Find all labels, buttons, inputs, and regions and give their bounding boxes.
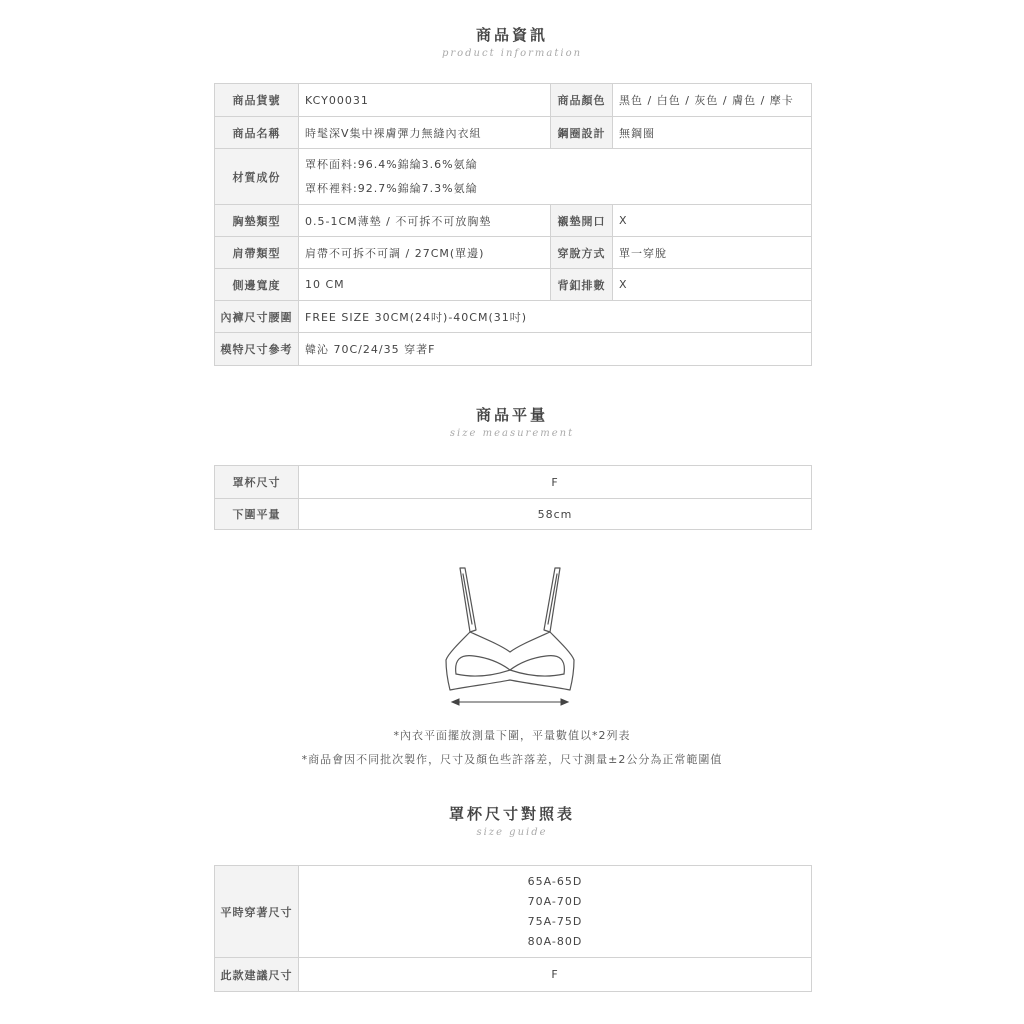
row-value: 肩帶不可拆不可調 / 27CM(單邊) (299, 237, 551, 269)
row-value: 黑色 / 白色 / 灰色 / 膚色 / 摩卡 (613, 84, 812, 117)
material-line: 罩杯裡料:92.7%錦綸7.3%氨綸 (305, 181, 478, 195)
arrow-head-left (452, 699, 459, 705)
cup-seam (456, 656, 565, 674)
size-guide-table (214, 865, 812, 992)
list-item: 70A-70D (527, 894, 583, 908)
guide-subtitle: size guide (476, 827, 548, 838)
guide-title: 罩杯尺寸對照表 (448, 805, 575, 823)
table-row (215, 866, 812, 958)
row-label: 商品名稱 (215, 117, 299, 149)
row-value: X (613, 205, 812, 237)
row-label: 此款建議尺寸 (215, 958, 299, 992)
measure-note: *內衣平面擺放測量下圍，平量數值以*2列表 (393, 729, 631, 742)
table-row (215, 117, 812, 149)
measure-subtitle: size measurement (449, 428, 575, 439)
row-label: 襯墊開口 (551, 205, 613, 237)
row-label: 肩帶類型 (215, 237, 299, 269)
row-value: 58cm (299, 499, 812, 530)
measurement-table (214, 465, 812, 530)
row-label: 側邊寬度 (215, 269, 299, 301)
table-row (215, 237, 812, 269)
table-row (215, 301, 812, 333)
table-row (215, 466, 812, 499)
row-value: 韓沁 70C/24/35 穿著F (299, 333, 812, 366)
row-value: 時髦深V集中裸膚彈力無縫內衣組 (299, 117, 551, 149)
bra-body (446, 632, 574, 690)
row-label: 胸墊類型 (215, 205, 299, 237)
row-label: 內褲尺寸腰圍 (215, 301, 299, 333)
table-row (215, 269, 812, 301)
row-label: 穿脫方式 (551, 237, 613, 269)
list-item: 65A-65D (527, 874, 583, 888)
row-value: 10 CM (299, 269, 551, 301)
usual-size-list (299, 866, 812, 958)
info-subtitle: product information (441, 48, 583, 59)
row-value: 0.5-1CM薄墊 / 不可拆不可放胸墊 (299, 205, 551, 237)
row-label: 商品貨號 (215, 84, 299, 117)
row-label: 材質成份 (215, 149, 299, 205)
row-label: 罩杯尺寸 (215, 466, 299, 499)
table-row (215, 499, 812, 530)
table-row (215, 84, 812, 117)
material-line: 罩杯面料:96.4%錦綸3.6%氨綸 (305, 157, 478, 171)
row-value: F (299, 466, 812, 499)
table-row (215, 149, 812, 205)
measure-note: *商品會因不同批次製作，尺寸及顏色些許落差，尺寸測量±2公分為正常範圍值 (301, 753, 723, 766)
table-row (215, 333, 812, 366)
table-row (215, 958, 812, 992)
list-item: 80A-80D (527, 934, 583, 948)
row-label: 背釦排數 (551, 269, 613, 301)
row-value: F (299, 958, 812, 992)
row-label: 商品顏色 (551, 84, 613, 117)
table-row (215, 205, 812, 237)
row-label: 平時穿著尺寸 (215, 866, 299, 958)
row-label: 鋼圈設計 (551, 117, 613, 149)
row-value: 單一穿脫 (613, 237, 812, 269)
product-info-table (214, 83, 812, 366)
row-value: FREE SIZE 30CM(24吋)-40CM(31吋) (299, 301, 812, 333)
row-value: X (613, 269, 812, 301)
material-value (299, 149, 812, 205)
arrow-head-right (561, 699, 568, 705)
list-item: 75A-75D (527, 914, 583, 928)
bra-diagram (430, 560, 590, 710)
row-value: 無鋼圈 (613, 117, 812, 149)
info-title: 商品資訊 (475, 26, 548, 44)
measure-title: 商品平量 (475, 406, 548, 424)
row-label: 模特尺寸參考 (215, 333, 299, 366)
row-value: KCY00031 (299, 84, 551, 117)
row-label: 下圍平量 (215, 499, 299, 530)
